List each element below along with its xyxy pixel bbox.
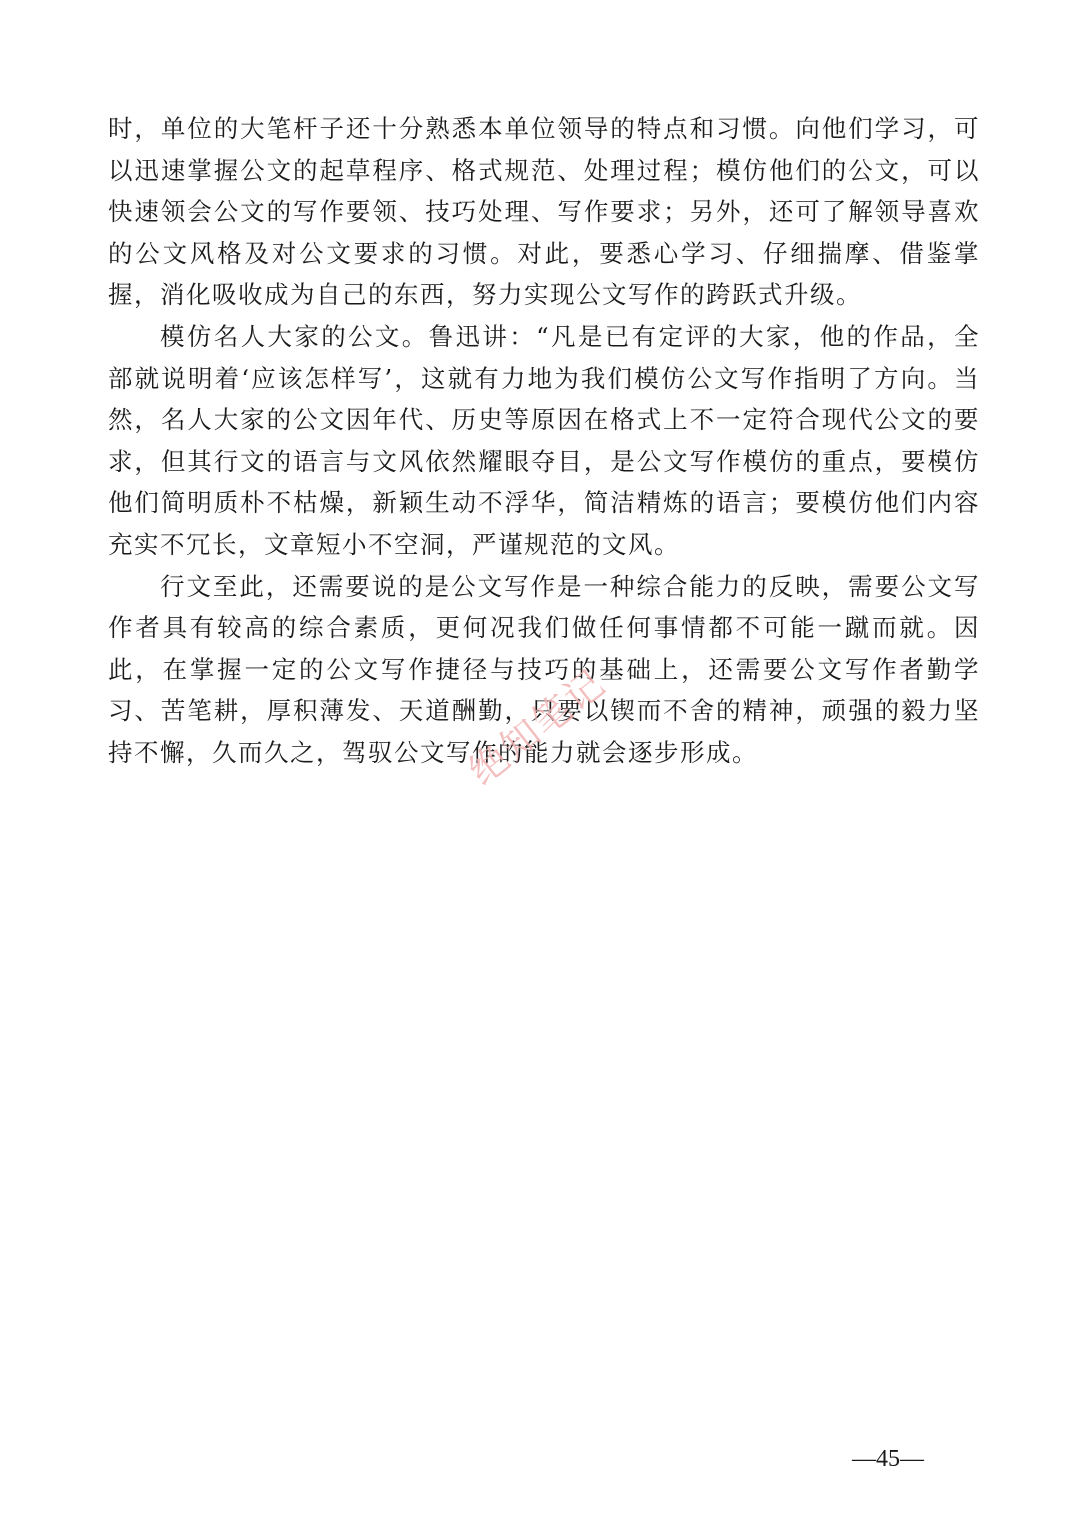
paragraph-continued: 时，单位的大笔杆子还十分熟悉本单位领导的特点和习惯。向他们学习，可以迅速掌握公文的起草程序、格式规范、处理过程；模仿他们的公文，可以快速领会公文的写作要领、技巧处理、写作要求；另外，还可了解领导喜欢的公文风格及对公文要求的习惯。对此，要悉心学习、仔细揣摩、借鉴掌握，消化吸收成为自己的东西，努力实现公文写作的跨跃式升级。 <box>108 114 980 310</box>
page-number: —45— <box>852 1446 924 1472</box>
paragraph-imitate-masters: 模仿名人大家的公文。鲁迅讲：“凡是已有定评的大家，他的作品，全部就说明着‘应该怎样写’，这就有力地为我们模仿公文写作指明了方向。当然，名人大家的公文因年代、历史等原因在格式上不一定符合现代公文的要求，但其行文的语言与文风依然耀眼夺目，是公文写作模仿的重点，要模仿他们简明质朴不枯燥，新颖生动不浮华，简洁精炼的语言；要模仿他们内容充实不冗长，文章短小不空洞，严谨规范的文风。 <box>108 321 980 559</box>
paragraph-conclusion: 行文至此，还需要说的是公文写作是一种综合能力的反映，需要公文写作者具有较高的综合素质，更何况我们做任何事情都不可能一蹴而就。因此，在掌握一定的公文写作捷径与技巧的基础上，还需要公文写作者勤学习、苦笔耕，厚积薄发、天道酬勤，只要以锲而不舍的精神，顽强的毅力坚持不懈，久而久之，驾驭公文写作的能力就会逐步形成。 <box>108 571 980 767</box>
page-number-footer <box>0 1446 1080 1473</box>
body-text <box>108 108 980 774</box>
watermark: 绝知笔记 <box>460 660 614 794</box>
